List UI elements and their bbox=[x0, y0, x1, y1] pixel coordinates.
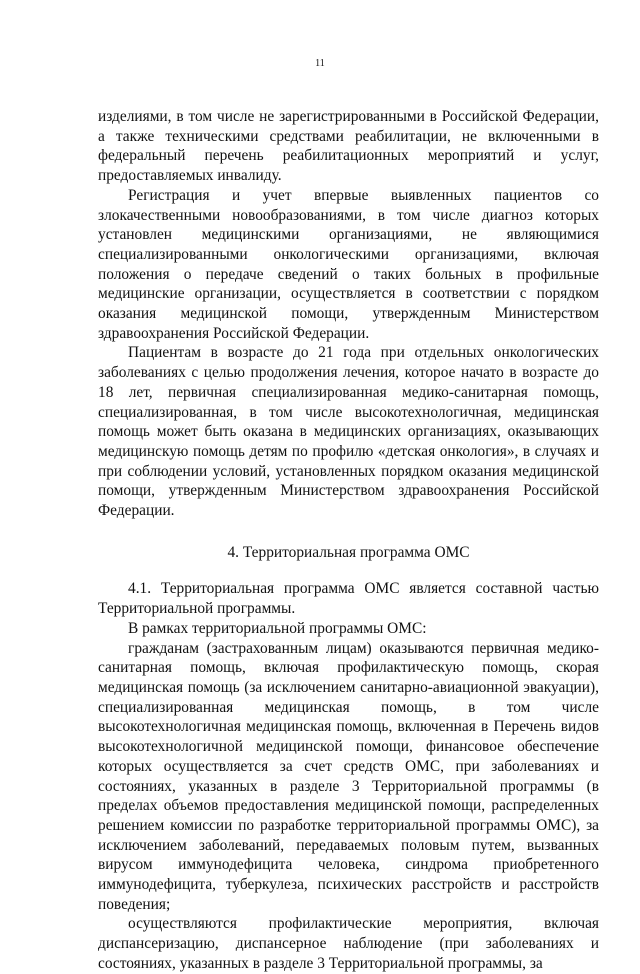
paragraph-within-program: В рамках территориальной программы ОМС: bbox=[128, 619, 427, 637]
paragraph-patients-under-21: Пациентам в возрасте до 21 года при отдельных онкологических заболеваниях с целью продолжения лечения, которое начато в возрасте до 18 лет, первичная специализированная медико-санитарная помощь, специализированная, в том числе высокотехнологичная, медицинская помощь может быть оказана в медицинских организациях, оказывающих медицинскую помощь детям по профилю «детская онкология», в случаях и при соблюдении условий, установленных порядком оказания медицинской помощи, утвержденным Министерством здравоохранения Российской Федерации. bbox=[98, 344, 599, 520]
section-heading: 4. Территориальная программа ОМС bbox=[227, 543, 470, 561]
paragraph-citizens: гражданам (застрахованным лицам) оказываются первичная медико-санитарная помощь, включая профилактическую помощь, скорая медицинская помощь (за исключением санитарно-авиационной эвакуации), специализированная медицинская помощь, в том числе высокотехнологичная медицинская помощь, включенная в Перечень видов высокотехнологичной медицинской помощи, финансовое обеспечение которых осуществляется за счет средств ОМС, при заболеваниях и состояниях, указанных в разделе 3 Территориальной программы (в пределах объемов предоставления медицинской помощи, распределенных решением комиссии по разработке территориальной программы ОМС), за исключением заболеваний, передаваемых половым путем, вызванных вирусом иммунодефицита человека, синдрома приобретенного иммунодефицита, туберкулеза, психических расстройств и расстройств поведения; bbox=[98, 639, 599, 913]
document-body bbox=[98, 107, 599, 974]
paragraph-preventive-measures: осуществляются профилактические мероприятия, включая диспансеризацию, диспансерное наблюдение (при заболеваниях и состояниях, указанных в разделе 3 Территориальной программы, за bbox=[98, 915, 599, 972]
paragraph-registration: Регистрация и учет впервые выявленных пациентов со злокачественными новообразованиями, в том числе диагноз которых установлен медицинскими организациями, не являющимися специализированными онкологическими организациями, включая положения о передаче сведений о таких больных в профильные медицинские организации, осуществляется в соответствии с порядком оказания медицинской помощи, утвержденным Министерством здравоохранения Российской Федерации. bbox=[98, 186, 599, 342]
page-number: 11 bbox=[315, 58, 325, 69]
paragraph-continuation: изделиями, в том числе не зарегистрированными в Российской Федерации, а также техническими средствами реабилитации, не включенными в федеральный перечень реабилитационных мероприятий и услуг, предоставляемых инвалиду. bbox=[98, 108, 599, 185]
paragraph-4-1: 4.1. Территориальная программа ОМС является составной частью Территориальной программы. bbox=[98, 580, 599, 618]
